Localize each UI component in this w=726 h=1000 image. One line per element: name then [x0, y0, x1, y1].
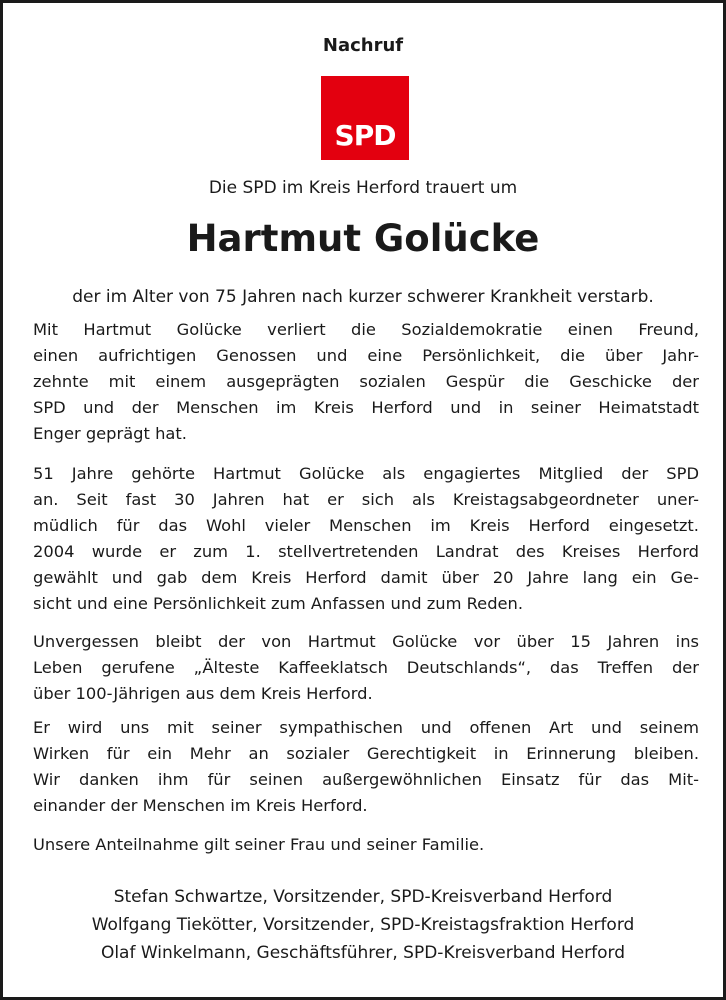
text-line: über 100-Jährigen aus dem Kreis Herford.	[33, 684, 373, 703]
text-line: einen aufrichtigen Genossen und eine Persönlichkeit, die über Jahr-	[33, 346, 699, 365]
signatories	[3, 883, 723, 967]
paragraph-2	[33, 461, 699, 617]
paragraph-3	[33, 629, 699, 707]
text-line: müdlich für das Wohl vieler Menschen im Kreis Herford eingesetzt.	[33, 516, 699, 535]
logo-text: SPD	[334, 119, 396, 152]
deceased-name: Hartmut Golücke	[186, 217, 540, 260]
signatory: Wolfgang Tiekötter, Vorsitzender, SPD-Kreistagsfraktion Herford	[91, 915, 635, 935]
text-line: Unsere Anteilnahme gilt seiner Frau und seiner Familie.	[33, 835, 485, 854]
text-line: SPD und der Menschen im Kreis Herford und in seiner Heimatstadt	[33, 398, 699, 417]
notice-heading: Nachruf	[322, 35, 404, 56]
text-line: Leben gerufene „Älteste Kaffeeklatsch Deutschlands“, das Treffen der	[33, 658, 699, 677]
text-line: 51 Jahre gehörte Hartmut Golücke als engagiertes Mitglied der SPD	[33, 464, 699, 483]
signatory: Olaf Winkelmann, Geschäftsführer, SPD-Kreisverband Herford	[100, 943, 626, 963]
text-line: Wir danken ihm für seinen außergewöhnlichen Einsatz für das Mit-	[33, 770, 699, 789]
paragraph-5	[33, 832, 699, 858]
text-line: einander der Menschen im Kreis Herford.	[33, 796, 368, 815]
text-line: 2004 wurde er zum 1. stellvertretenden Landrat des Kreises Herford	[33, 542, 699, 561]
text-line: Wirken für ein Mehr an sozialer Gerechtigkeit in Erinnerung bleiben.	[33, 744, 699, 763]
age-line: der im Alter von 75 Jahren nach kurzer schwerer Krankheit verstarb.	[72, 287, 654, 307]
spd-logo	[321, 76, 409, 160]
text-line: an. Seit fast 30 Jahren hat er sich als Kreistagsabgeordneter uner-	[33, 490, 699, 509]
signatory: Stefan Schwartze, Vorsitzender, SPD-Kreisverband Herford	[113, 887, 613, 907]
text-line: Er wird uns mit seiner sympathischen und offenen Art und seinem	[33, 718, 699, 737]
paragraph-1	[33, 317, 699, 447]
text-line: zehnte mit einem ausgeprägten sozialen Gespür die Geschicke der	[33, 372, 699, 391]
text-line: sicht und eine Persönlichkeit zum Anfassen und zum Reden.	[33, 594, 524, 613]
text-line: Mit Hartmut Golücke verliert die Sozialdemokratie einen Freund,	[33, 320, 699, 339]
text-line: Unvergessen bleibt der von Hartmut Golücke vor über 15 Jahren ins	[33, 632, 699, 651]
intro-line: Die SPD im Kreis Herford trauert um	[208, 178, 518, 198]
text-line: gewählt und gab dem Kreis Herford damit über 20 Jahre lang ein Ge-	[33, 568, 699, 587]
text-line: Enger geprägt hat.	[33, 424, 187, 443]
paragraph-4	[33, 715, 699, 819]
